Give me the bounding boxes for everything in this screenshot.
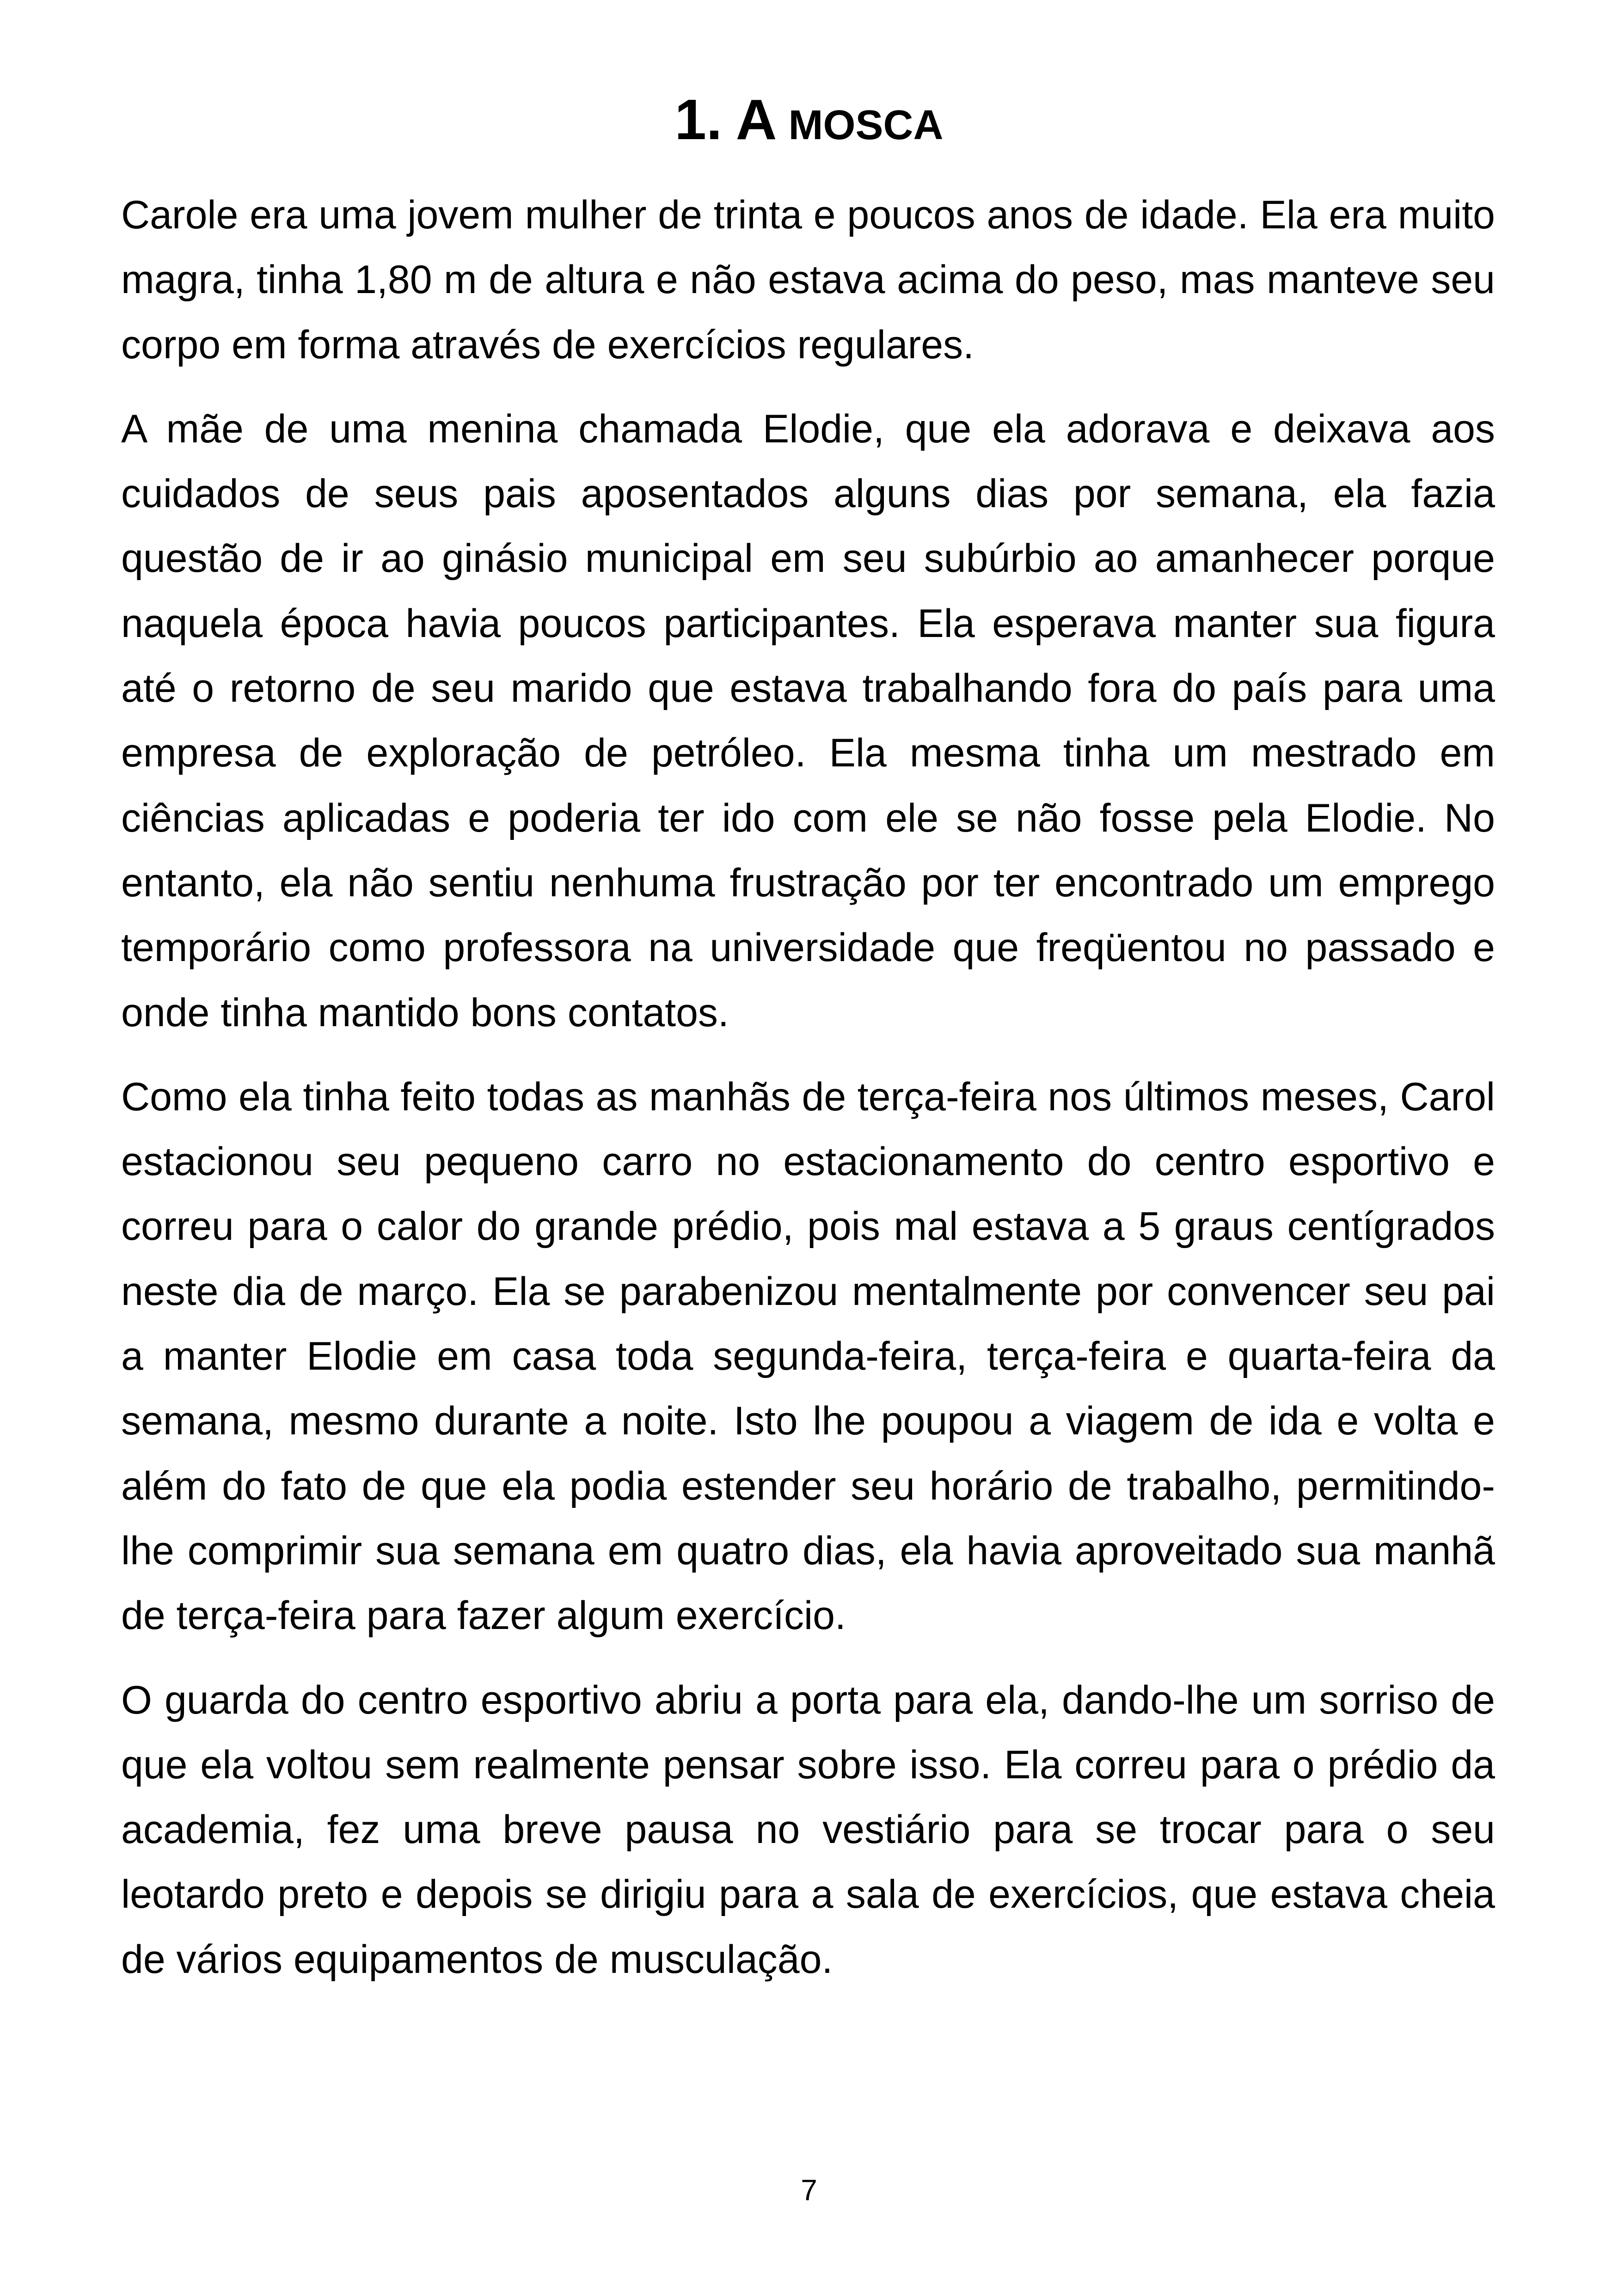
chapter-title-text: MOSCA — [777, 102, 944, 148]
chapter-number: 1. A — [674, 88, 777, 152]
paragraph: O guarda do centro esportivo abriu a porta para ela, dando-lhe um sorriso de que ela voltou sem realmente pensar sobre isso. Ela correu para o prédio da academia, fez uma breve pausa no vestiário para se trocar para o seu leotardo preto e depois se dirigiu para a sala de exercícios, que estava cheia de vários equipamentos de musculação. — [121, 1678, 1495, 1982]
chapter-body — [121, 183, 1495, 2011]
chapter-title — [0, 86, 1618, 160]
page-number: 7 — [801, 2174, 817, 2207]
paragraph: Como ela tinha feito todas as manhãs de terça-feira nos últimos meses, Carol estacionou seu pequeno carro no estacionamento do centro esportivo e correu para o calor do grande prédio, pois mal estava a 5 graus centígrados neste dia de março. Ela se parabenizou mentalmente por convencer seu pai a manter Elodie em casa toda segunda-feira, terça-feira e quarta-feira da semana, mesmo durante a noite. Isto lhe poupou a viagem de ida e volta e além do fato de que ela podia estender seu horário de trabalho, permitindo-lhe comprimir sua semana em quatro dias, ela havia aproveitado sua manhã de terça-feira para fazer algum exercício. — [121, 1074, 1495, 1638]
paragraph: Carole era uma jovem mulher de trinta e poucos anos de idade. Ela era muito magra, tinha 1,80 m de altura e não estava acima do peso, mas manteve seu corpo em forma através de exercícios regulares. — [121, 193, 1495, 367]
paragraph: A mãe de uma menina chamada Elodie, que ela adorava e deixava aos cuidados de seus pais aposentados alguns dias por semana, ela fazia questão de ir ao ginásio municipal em seu subúrbio ao amanhecer porque naquela época havia poucos participantes. Ela esperava manter sua figura até o retorno de seu marido que estava trabalhando fora do país para uma empresa de exploração de petróleo. Ela mesma tinha um mestrado em ciências aplicadas e poderia ter ido com ele se não fosse pela Elodie. No entanto, ela não sentiu nenhuma frustração por ter encontrado um emprego temporário como professora na universidade que freqüentou no passado e onde tinha mantido bons contatos. — [121, 406, 1495, 1035]
